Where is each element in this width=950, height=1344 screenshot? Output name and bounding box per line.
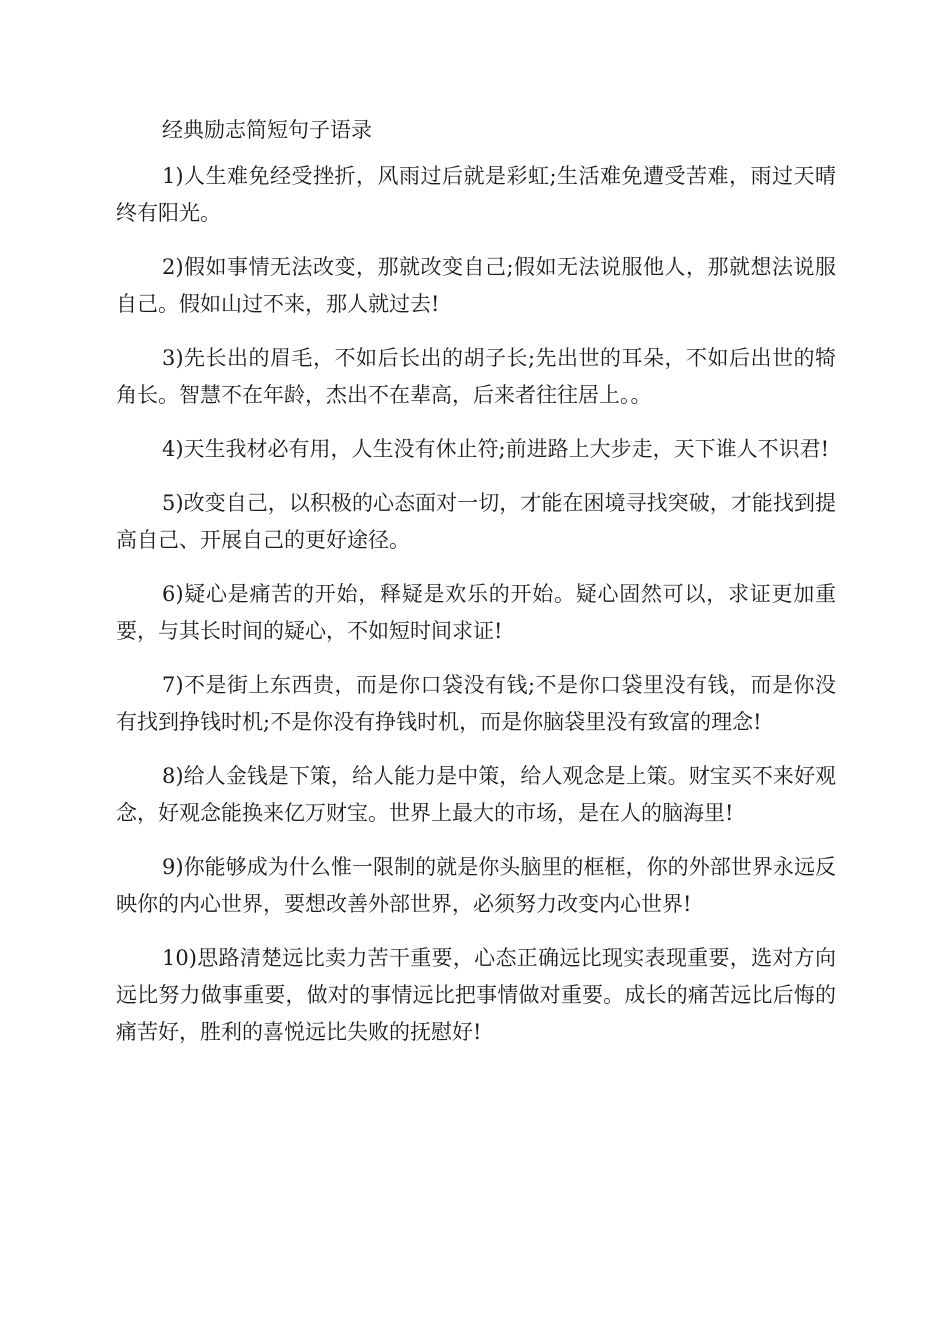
document-body bbox=[116, 112, 836, 1068]
document-title: 经典励志简短句子语录 bbox=[162, 118, 372, 142]
quote-paragraph-4: 4)天生我材必有用，人生没有休止符;前进路上大步走，天下谁人不识君! bbox=[162, 437, 830, 461]
quote-paragraph-2: 2)假如事情无法改变，那就改变自己;假如无法说服他人，那就想法说服自己。假如山过不来，那人就过去! bbox=[116, 255, 836, 316]
quote-paragraph-1: 1)人生难免经受挫折，风雨过后就是彩虹;生活难免遭受苦难，雨过天晴终有阳光。 bbox=[116, 164, 836, 225]
quote-paragraph-3: 3)先长出的眉毛，不如后长出的胡子长;先出世的耳朵，不如后出世的犄角长。智慧不在年龄，杰出不在辈高，后来者往往居上。。 bbox=[116, 346, 836, 407]
quote-paragraph-5: 5)改变自己，以积极的心态面对一切，才能在困境寻找突破，才能找到提高自己、开展自己的更好途径。 bbox=[116, 491, 836, 552]
quote-paragraph-6: 6)疑心是痛苦的开始，释疑是欢乐的开始。疑心固然可以，求证更加重要，与其长时间的疑心，不如短时间求证! bbox=[116, 582, 836, 643]
quote-paragraph-8: 8)给人金钱是下策，给人能力是中策，给人观念是上策。财宝买不来好观念，好观念能换来亿万财宝。世界上最大的市场，是在人的脑海里! bbox=[116, 764, 836, 825]
quote-paragraph-7: 7)不是街上东西贵，而是你口袋没有钱;不是你口袋里没有钱，而是你没有找到挣钱时机;不是你没有挣钱时机，而是你脑袋里没有致富的理念! bbox=[116, 673, 836, 734]
quote-paragraph-10: 10)思路清楚远比卖力苦干重要，心态正确远比现实表现重要，选对方向远比努力做事重要，做对的事情远比把事情做对重要。成长的痛苦远比后悔的痛苦好，胜利的喜悦远比失败的抚慰好! bbox=[116, 946, 836, 1044]
quote-paragraph-9: 9)你能够成为什么惟一限制的就是你头脑里的框框，你的外部世界永远反映你的内心世界，要想改善外部世界，必须努力改变内心世界! bbox=[116, 855, 836, 916]
